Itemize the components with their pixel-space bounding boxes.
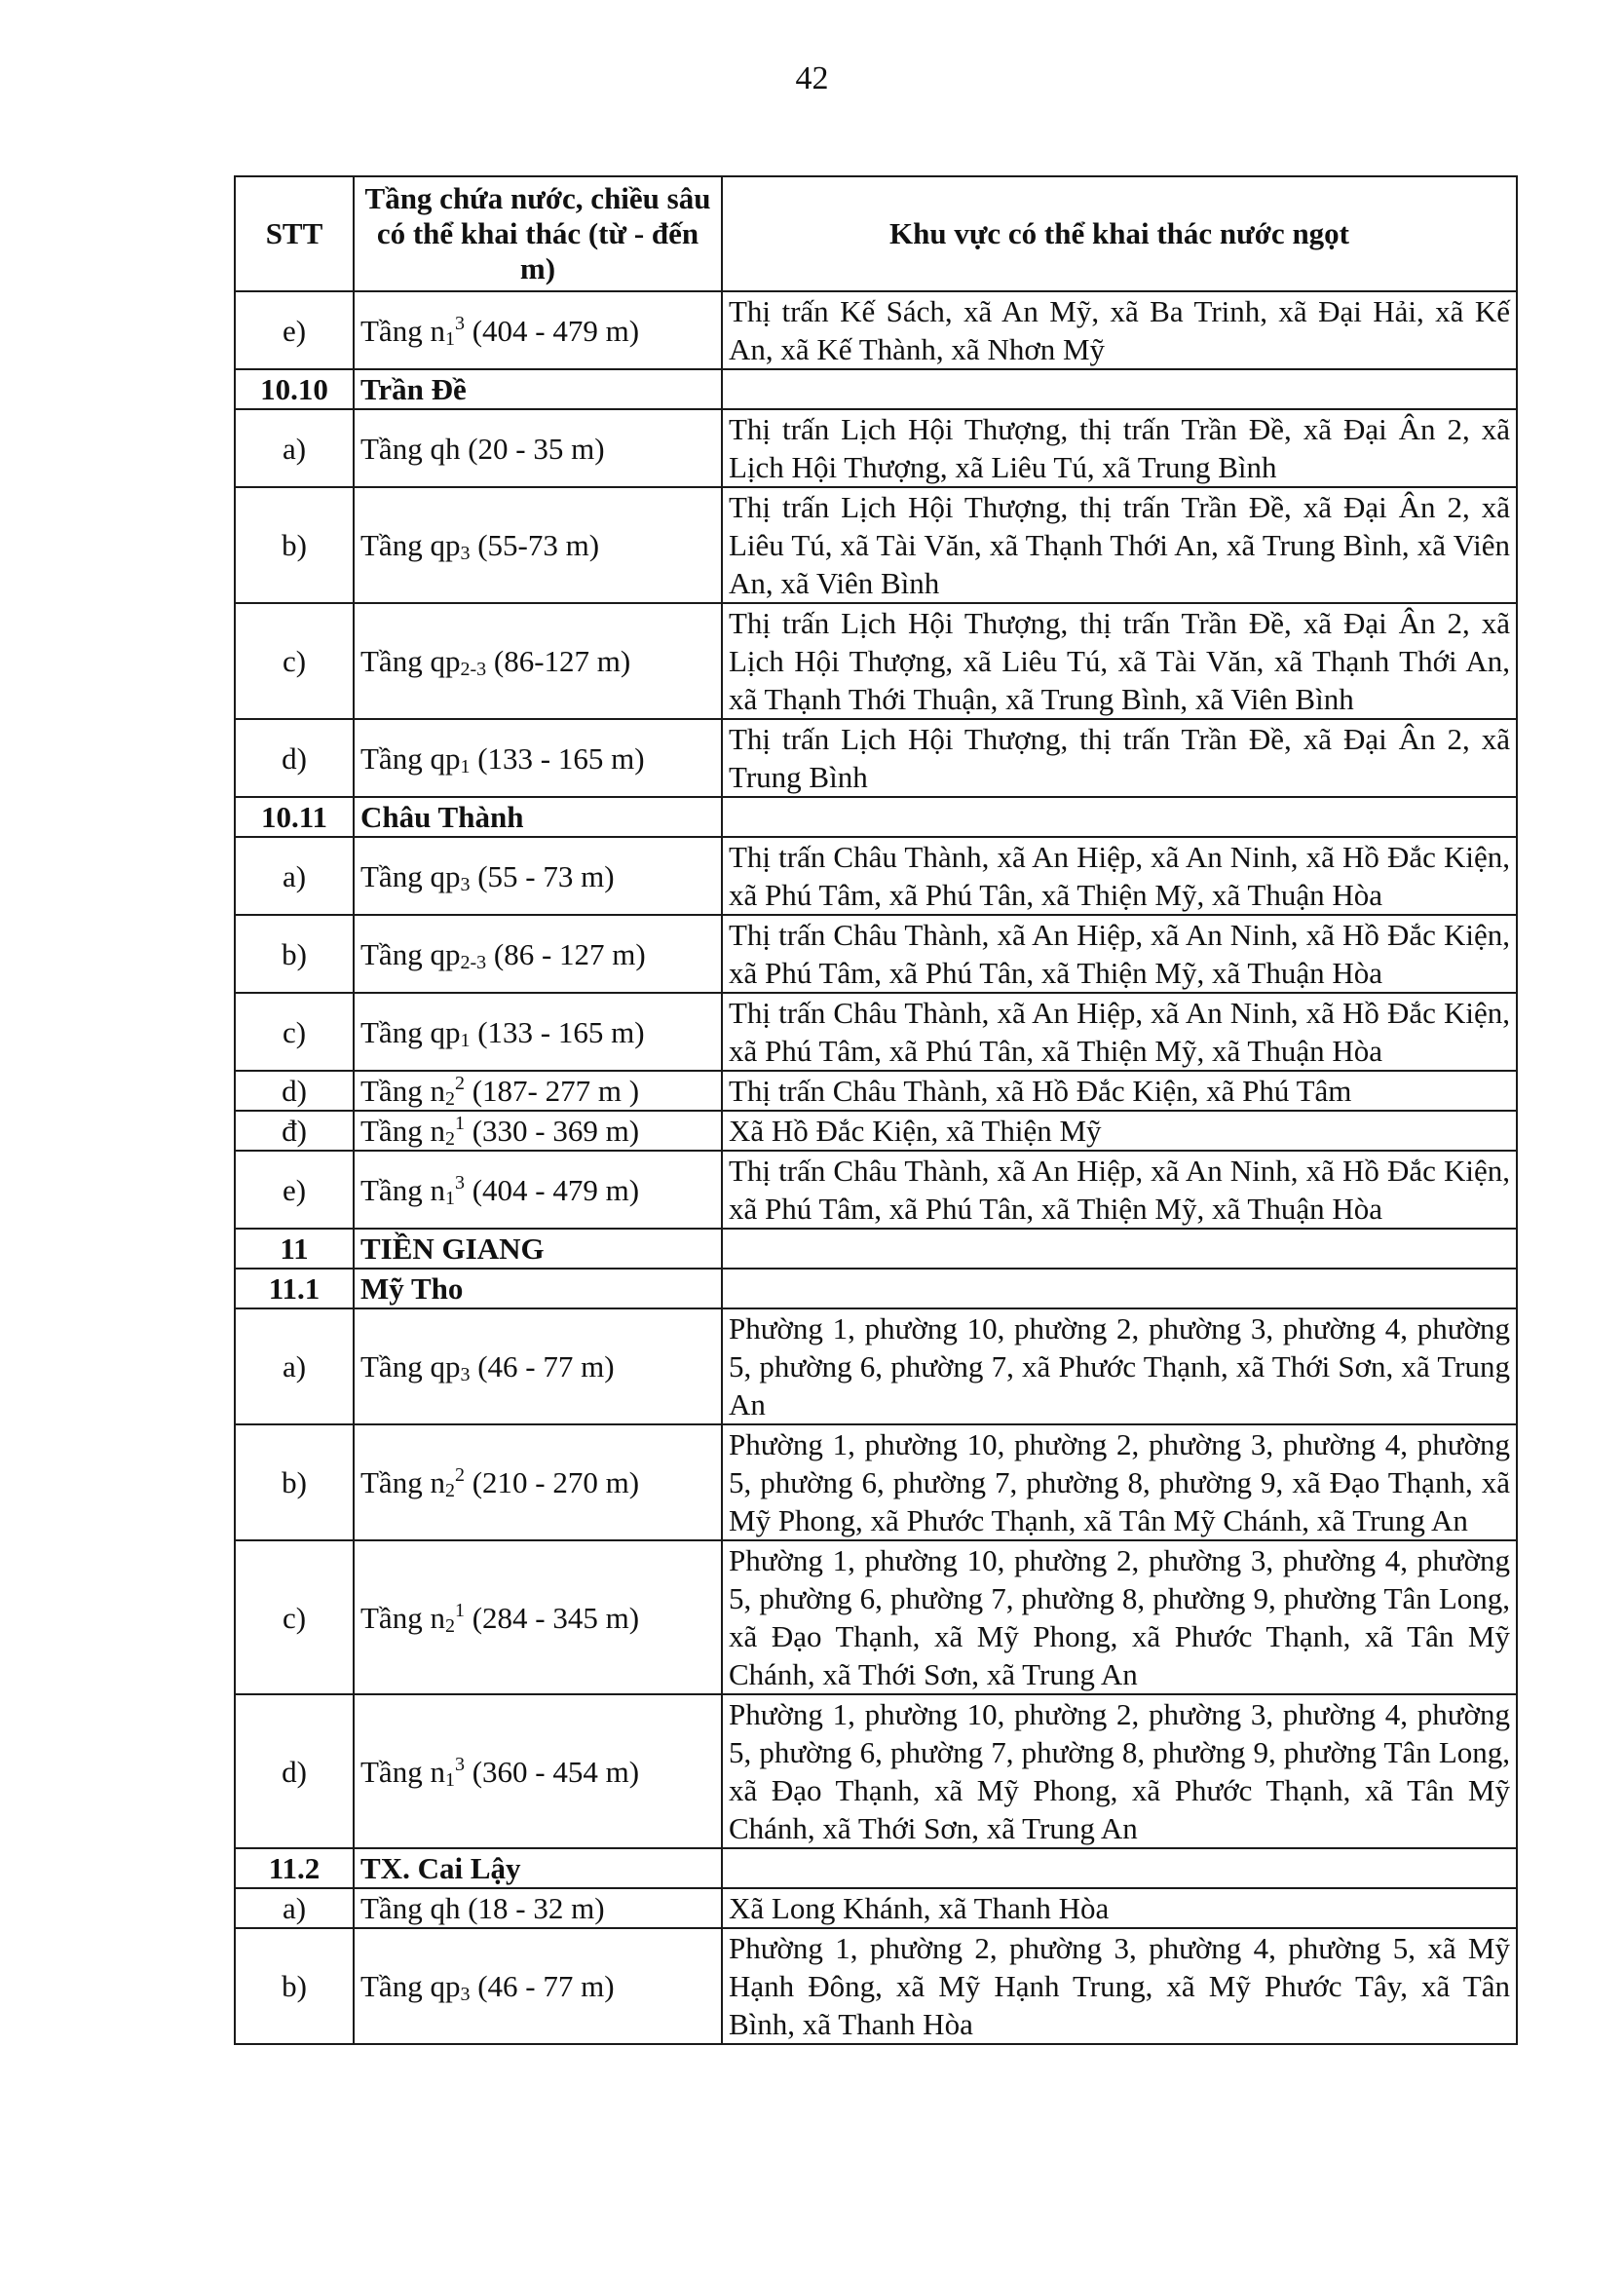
row-area: Xã Hồ Đắc Kiện, xã Thiện Mỹ xyxy=(722,1111,1517,1151)
layer-subscript: 3 xyxy=(460,543,471,564)
layer-subscript: 1 xyxy=(460,1029,471,1051)
layer-prefix: Tầng n xyxy=(360,1600,445,1635)
row-layer xyxy=(354,1424,722,1540)
layer-superscript: 2 xyxy=(454,1073,465,1094)
row-stt: 10.10 xyxy=(235,369,354,409)
row-layer xyxy=(354,1694,722,1848)
row-stt: b) xyxy=(235,487,354,603)
layer-subscript: 3 xyxy=(460,873,471,895)
table-row xyxy=(235,1308,1517,1424)
group-name: Châu Thành xyxy=(354,797,722,837)
row-stt: b) xyxy=(235,1928,354,2044)
table-row xyxy=(235,1151,1517,1229)
table-row xyxy=(235,1928,1517,2044)
row-layer xyxy=(354,291,722,369)
table-row xyxy=(235,1694,1517,1848)
row-area: Phường 1, phường 2, phường 3, phường 4, phường 5, xã Mỹ Hạnh Đông, xã Mỹ Hạnh Trung, xã Mỹ Phước Tây, xã Tân Bình, xã Thanh Hòa xyxy=(722,1928,1517,2044)
row-stt: c) xyxy=(235,1540,354,1694)
row-stt: b) xyxy=(235,1424,354,1540)
header-layer: Tầng chứa nước, chiều sâu có thể khai thác (từ - đến m) xyxy=(354,176,722,291)
group-name: Mỹ Tho xyxy=(354,1269,722,1308)
row-layer xyxy=(354,1111,722,1151)
layer-depth: (210 - 270 m) xyxy=(464,1465,640,1499)
header-stt: STT xyxy=(235,176,354,291)
layer-depth: (284 - 345 m) xyxy=(464,1600,640,1635)
group-row xyxy=(235,797,1517,837)
table-row xyxy=(235,1888,1517,1928)
group-name: Trần Đề xyxy=(354,369,722,409)
row-stt: a) xyxy=(235,1888,354,1928)
layer-subscript: 1 xyxy=(460,755,471,777)
row-stt: b) xyxy=(235,915,354,993)
row-stt: 11.2 xyxy=(235,1848,354,1888)
row-area: Phường 1, phường 10, phường 2, phường 3, phường 4, phường 5, phường 6, phường 7, xã Phước Thạnh, xã Thới Sơn, xã Trung An xyxy=(722,1308,1517,1424)
layer-subscript: 2-3 xyxy=(460,951,487,973)
row-area: Phường 1, phường 10, phường 2, phường 3, phường 4, phường 5, phường 6, phường 7, phường 8, phường 9, phường Tân Long, xã Đạo Thạnh, xã Mỹ Phong, xã Phước Thạnh, xã Tân Mỹ Chánh, xã Thới Sơn, xã Trung An xyxy=(722,1540,1517,1694)
group-name: TX. Cai Lậy xyxy=(354,1848,722,1888)
layer-subscript: 2-3 xyxy=(460,659,487,680)
layer-prefix: Tầng n xyxy=(360,1172,445,1207)
row-area: Thị trấn Châu Thành, xã An Hiệp, xã An Ninh, xã Hồ Đắc Kiện, xã Phú Tâm, xã Phú Tân, xã Thiện Mỹ, xã Thuận Hòa xyxy=(722,1151,1517,1229)
table-row xyxy=(235,409,1517,487)
layer-superscript: 3 xyxy=(454,1171,465,1194)
row-area: Thị trấn Lịch Hội Thượng, thị trấn Trần Đề, xã Đại Ân 2, xã Lịch Hội Thượng, xã Liêu Tú, xã Trung Bình xyxy=(722,409,1517,487)
row-stt: 11 xyxy=(235,1229,354,1269)
layer-depth: (404 - 479 m) xyxy=(464,313,640,348)
layer-subscript: 1 xyxy=(444,327,455,350)
row-stt: e) xyxy=(235,1151,354,1229)
layer-depth: (330 - 369 m) xyxy=(464,1114,640,1148)
layer-depth: (86-127 m) xyxy=(486,644,631,678)
layer-prefix: Tầng n xyxy=(360,1114,445,1148)
row-area: Thị trấn Lịch Hội Thượng, thị trấn Trần Đề, xã Đại Ân 2, xã Trung Bình xyxy=(722,719,1517,797)
row-layer xyxy=(354,915,722,993)
row-area xyxy=(722,1229,1517,1269)
layer-depth: (18 - 32 m) xyxy=(460,1891,605,1925)
layer-prefix: Tầng n xyxy=(360,1465,445,1499)
row-layer xyxy=(354,1540,722,1694)
layer-depth: (55-73 m) xyxy=(470,528,600,562)
table-row xyxy=(235,837,1517,915)
layer-depth: (404 - 479 m) xyxy=(464,1172,640,1207)
row-layer xyxy=(354,1071,722,1111)
row-stt: a) xyxy=(235,837,354,915)
layer-depth: (55 - 73 m) xyxy=(470,858,615,893)
row-stt: 11.1 xyxy=(235,1269,354,1308)
table-header-row xyxy=(235,176,1517,291)
layer-depth: (46 - 77 m) xyxy=(470,1969,615,2003)
row-stt: đ) xyxy=(235,1111,354,1151)
row-area: Thị trấn Châu Thành, xã Hồ Đắc Kiện, xã Phú Tâm xyxy=(722,1071,1517,1111)
layer-subscript: 2 xyxy=(444,1088,455,1110)
layer-superscript: 1 xyxy=(454,1113,465,1134)
row-layer xyxy=(354,1151,722,1229)
layer-superscript: 1 xyxy=(454,1599,465,1621)
layer-depth: (86 - 127 m) xyxy=(486,936,646,971)
row-layer xyxy=(354,837,722,915)
row-stt: c) xyxy=(235,603,354,719)
page-number: 42 xyxy=(795,60,829,96)
row-stt: d) xyxy=(235,1694,354,1848)
table-row xyxy=(235,1424,1517,1540)
row-area: Phường 1, phường 10, phường 2, phường 3, phường 4, phường 5, phường 6, phường 7, phường 8, phường 9, xã Đạo Thạnh, xã Mỹ Phong, xã Phước Thạnh, xã Tân Mỹ Chánh, xã Trung An xyxy=(722,1424,1517,1540)
group-row xyxy=(235,1269,1517,1308)
row-area: Thị trấn Châu Thành, xã An Hiệp, xã An Ninh, xã Hồ Đắc Kiện, xã Phú Tâm, xã Phú Tân, xã Thiện Mỹ, xã Thuận Hòa xyxy=(722,993,1517,1071)
layer-prefix: Tầng qh xyxy=(360,431,461,466)
layer-prefix: Tầng qp xyxy=(360,740,461,776)
groundwater-table xyxy=(234,175,1518,2045)
row-area xyxy=(722,1269,1517,1308)
layer-depth: (187- 277 m ) xyxy=(464,1074,640,1108)
layer-prefix: Tầng n xyxy=(360,1074,445,1108)
row-area: Thị trấn Lịch Hội Thượng, thị trấn Trần Đề, xã Đại Ân 2, xã Lịch Hội Thượng, xã Liêu Tú, xã Tài Văn, xã Thạnh Thới An, xã Thạnh Thới Thuận, xã Trung Bình, xã Viên Bình xyxy=(722,603,1517,719)
group-row xyxy=(235,369,1517,409)
layer-prefix: Tầng n xyxy=(360,1754,445,1789)
layer-subscript: 1 xyxy=(444,1187,455,1209)
layer-subscript: 1 xyxy=(444,1768,455,1791)
layer-subscript: 3 xyxy=(460,1364,471,1385)
table-row xyxy=(235,487,1517,603)
row-stt: 10.11 xyxy=(235,797,354,837)
row-area: Phường 1, phường 10, phường 2, phường 3, phường 4, phường 5, phường 6, phường 7, phường 8, phường 9, phường Tân Long, xã Đạo Thạnh, xã Mỹ Phong, xã Phước Thạnh, xã Tân Mỹ Chánh, xã Thới Sơn, xã Trung An xyxy=(722,1694,1517,1848)
row-stt: d) xyxy=(235,719,354,797)
group-name: TIỀN GIANG xyxy=(354,1229,722,1269)
layer-subscript: 2 xyxy=(444,1128,455,1150)
table-body xyxy=(235,291,1517,2044)
layer-prefix: Tầng qp xyxy=(360,644,461,678)
table-row xyxy=(235,1540,1517,1694)
table-row xyxy=(235,291,1517,369)
row-area: Thị trấn Lịch Hội Thượng, thị trấn Trần Đề, xã Đại Ân 2, xã Liêu Tú, xã Tài Văn, xã Thạnh Thới An, xã Trung Bình, xã Viên An, xã Viên Bình xyxy=(722,487,1517,603)
layer-depth: (360 - 454 m) xyxy=(464,1754,640,1789)
group-row xyxy=(235,1848,1517,1888)
layer-superscript: 3 xyxy=(454,1753,465,1775)
row-layer xyxy=(354,993,722,1071)
layer-depth: (133 - 165 m) xyxy=(470,1014,645,1049)
layer-depth: (20 - 35 m) xyxy=(460,431,605,466)
layer-prefix: Tầng qh xyxy=(360,1891,461,1925)
layer-superscript: 2 xyxy=(454,1464,465,1486)
row-layer xyxy=(354,1928,722,2044)
row-area: Xã Long Khánh, xã Thanh Hòa xyxy=(722,1888,1517,1928)
layer-subscript: 3 xyxy=(460,1984,471,2005)
row-stt: c) xyxy=(235,993,354,1071)
layer-subscript: 2 xyxy=(444,1614,455,1637)
table-row xyxy=(235,603,1517,719)
layer-subscript: 2 xyxy=(444,1480,455,1501)
table-row xyxy=(235,1111,1517,1151)
row-area: Thị trấn Châu Thành, xã An Hiệp, xã An Ninh, xã Hồ Đắc Kiện, xã Phú Tâm, xã Phú Tân, xã Thiện Mỹ, xã Thuận Hòa xyxy=(722,837,1517,915)
row-layer xyxy=(354,1308,722,1424)
row-stt: d) xyxy=(235,1071,354,1111)
layer-prefix: Tầng qp xyxy=(360,1969,461,2003)
group-row xyxy=(235,1229,1517,1269)
row-layer xyxy=(354,719,722,797)
layer-prefix: Tầng qp xyxy=(360,528,461,562)
row-stt: e) xyxy=(235,291,354,369)
layer-prefix: Tầng qp xyxy=(360,1349,461,1383)
row-layer xyxy=(354,409,722,487)
layer-depth: (133 - 165 m) xyxy=(470,740,645,776)
layer-prefix: Tầng qp xyxy=(360,1014,461,1049)
layer-prefix: Tầng qp xyxy=(360,936,461,971)
row-area xyxy=(722,369,1517,409)
layer-prefix: Tầng n xyxy=(360,313,445,348)
row-layer xyxy=(354,487,722,603)
layer-depth: (46 - 77 m) xyxy=(470,1349,615,1383)
row-stt: a) xyxy=(235,1308,354,1424)
layer-superscript: 3 xyxy=(454,312,465,334)
layer-prefix: Tầng qp xyxy=(360,858,461,893)
row-layer xyxy=(354,603,722,719)
row-area: Thị trấn Kế Sách, xã An Mỹ, xã Ba Trinh, xã Đại Hải, xã Kế An, xã Kế Thành, xã Nhơn Mỹ xyxy=(722,291,1517,369)
header-area: Khu vực có thể khai thác nước ngọt xyxy=(722,176,1517,291)
row-area xyxy=(722,1848,1517,1888)
table-row xyxy=(235,1071,1517,1111)
row-area: Thị trấn Châu Thành, xã An Hiệp, xã An Ninh, xã Hồ Đắc Kiện, xã Phú Tâm, xã Phú Tân, xã Thiện Mỹ, xã Thuận Hòa xyxy=(722,915,1517,993)
table-row xyxy=(235,993,1517,1071)
table-row xyxy=(235,915,1517,993)
table-row xyxy=(235,719,1517,797)
row-stt: a) xyxy=(235,409,354,487)
row-area xyxy=(722,797,1517,837)
row-layer xyxy=(354,1888,722,1928)
